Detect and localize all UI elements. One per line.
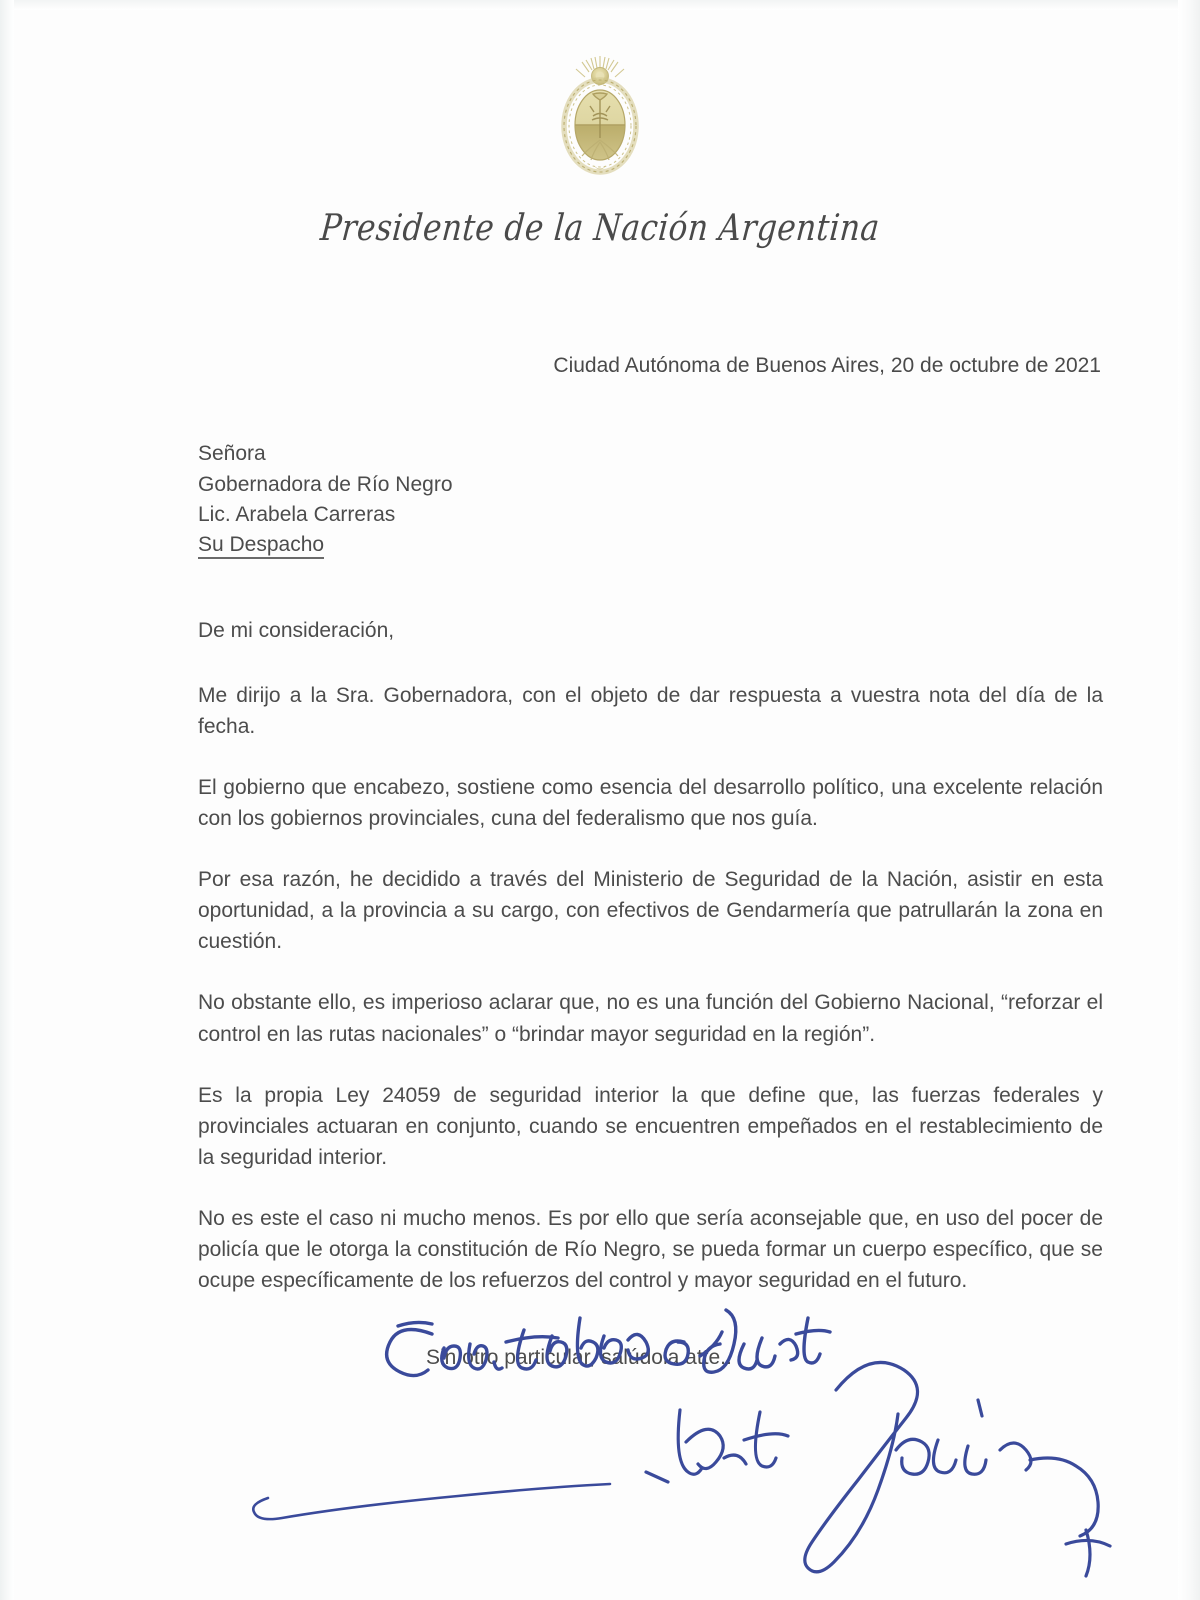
paragraph-1: Me dirijo a la Sra. Gobernadora, con el objeto de dar respuesta a vuestra nota del día de la fecha.: [198, 683, 1103, 738]
paragraph-4: No obstante ello, es imperioso aclarar que, no es una función del Gobierno Nacional, “reforzar el control en las rutas nacionales” o “brindar mayor seguridad en la región”.: [198, 991, 1103, 1046]
argentine-coat-of-arms-icon: [548, 54, 652, 182]
date-line: Ciudad Autónoma de Buenos Aires, 20 de octubre de 2021: [553, 354, 1101, 377]
paragraph-6: No es este el caso ni mucho menos. Es por ello que sería aconsejable que, en uso del pocer de policía que le otorga la constitución de Río Negro, se pueda formar un cuerpo específico, que se ocupe específicamente de los refuerzos del control y mayor seguridad en el futuro.: [198, 1206, 1103, 1292]
addressee-office-underlined: Su Despacho: [198, 533, 324, 559]
letter-body: [198, 350, 1103, 1373]
addressee-line-2: Gobernadora de Río Negro: [198, 472, 453, 496]
signature-stroke: [253, 1362, 1110, 1576]
paragraph-5: Es la propia Ley 24059 de seguridad interior la que define que, las fuerzas federales y provinciales actuaran en conjunto, cuando se encuentren empeñados en el restablecimiento de la seguridad interior.: [198, 1083, 1103, 1169]
paragraph-2: El gobierno que encabezo, sostiene como esencia del desarrollo político, una excelente relación con los gobiernos provinciales, cuna del federalismo que nos guía.: [198, 776, 1103, 831]
closing-line: Sin otro particular, salúdola atte..: [426, 1346, 732, 1370]
addressee-line-1: Señora: [198, 442, 266, 466]
paragraph-3: Por esa razón, he decidido a través del Ministerio de Seguridad de la Nación, asistir en esta oportunidad, a la provincia a su cargo, con efectivos de Gendarmería que patrullarán la zona en cuestión.: [198, 868, 1103, 954]
letterhead-title: Presidente de la Nación Argentina: [318, 206, 882, 250]
addressee-line-4: [198, 530, 1103, 560]
letterhead: [0, 0, 1200, 250]
addressee-block: [198, 439, 1103, 561]
salutation: De mi consideración,: [198, 618, 395, 642]
addressee-line-3: Lic. Arabela Carreras: [198, 502, 396, 526]
